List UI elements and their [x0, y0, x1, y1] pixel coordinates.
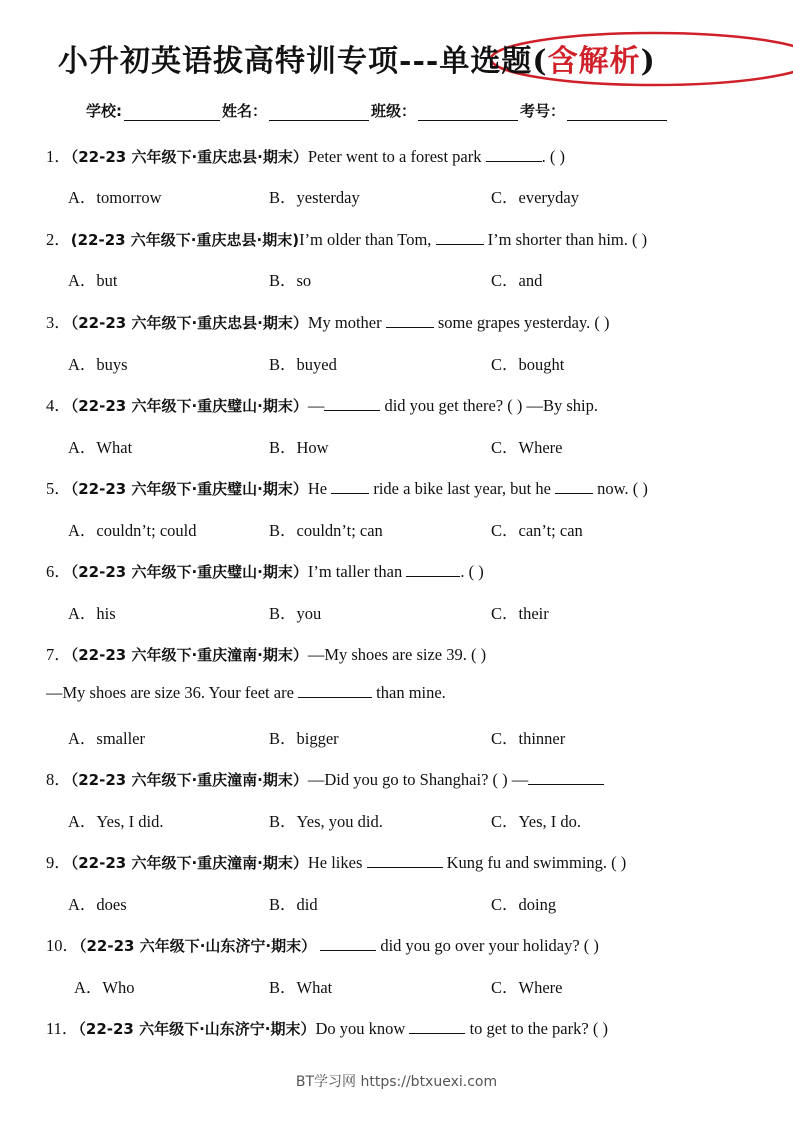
question-5 [46, 475, 648, 499]
answer-blank-1[interactable] [331, 479, 369, 494]
question-text-end: I’m shorter than him. ( ) [483, 230, 648, 249]
answer-blank[interactable] [298, 683, 372, 698]
question-text: I’m older than Tom, [299, 230, 436, 249]
question-source: （22-23 六年级下·重庆忠县·期末） [70, 314, 308, 332]
question-number: 6． [46, 562, 71, 581]
question-number: 5． [46, 479, 71, 498]
page-title [58, 34, 778, 90]
option-b[interactable]: B．you [269, 604, 322, 623]
option-b[interactable]: B．bigger [269, 729, 339, 748]
answer-blank[interactable] [436, 230, 484, 245]
question-number: 2． [46, 230, 71, 249]
exam-number-label: 考号： [520, 102, 566, 120]
option-b[interactable]: B．What [269, 978, 333, 997]
option-b[interactable]: B．couldn’t; can [269, 521, 383, 540]
question-number: 4． [46, 396, 71, 415]
question-number: 3． [46, 313, 71, 332]
question-6 [46, 558, 484, 582]
question-9 [46, 849, 626, 873]
option-b[interactable]: B．Yes, you did. [269, 812, 383, 831]
question-number: 1． [46, 147, 71, 166]
student-info-row [86, 100, 669, 121]
option-c[interactable]: C．Where [491, 438, 563, 457]
question-text-middle: ride a bike last year, but he [369, 479, 556, 498]
option-c[interactable]: C．doing [491, 895, 557, 914]
question-3 [46, 309, 610, 333]
question-source: （22-23 六年级下·重庆潼南·期末） [70, 646, 308, 664]
question-1 [46, 143, 565, 167]
title-red-label: 含解析 [547, 44, 641, 79]
name-blank[interactable] [269, 104, 369, 121]
option-a[interactable]: A．tomorrow [68, 188, 162, 207]
question-text-end: Kung fu and swimming. ( ) [442, 853, 627, 872]
class-blank[interactable] [418, 104, 518, 121]
question-text: —My shoes are size 39. ( ) [307, 645, 487, 664]
footer-watermark: BT学习网 https://btxuexi.com [295, 1074, 498, 1090]
question-source: （22-23 六年级下·重庆璧山·期末） [70, 397, 308, 415]
question-text-end: some grapes yesterday. ( ) [433, 313, 610, 332]
question-text-end: did you go over your holiday? ( ) [376, 936, 599, 955]
question-source: （22-23 六年级下·重庆璧山·期末） [70, 563, 308, 581]
question-source: （22-23 六年级下·重庆璧山·期末） [70, 480, 308, 498]
option-a[interactable]: A．couldn’t; could [68, 521, 197, 540]
question-number: 9． [46, 853, 71, 872]
question-text-end: did you get there? ( ) —By ship. [380, 396, 599, 415]
question-source: （22-23 六年级下·重庆忠县·期末） [70, 148, 308, 166]
question-text: — [307, 396, 325, 415]
question-2 [46, 226, 647, 250]
question-text-end: . ( ) [460, 562, 484, 581]
question-text: —My shoes are size 36. Your feet are [46, 683, 299, 702]
option-c[interactable]: C．their [491, 604, 549, 623]
question-text: He [307, 479, 332, 498]
question-source: (22-23 六年级下·重庆忠县·期末) [70, 231, 300, 249]
option-a[interactable]: A．does [68, 895, 127, 914]
question-11 [46, 1015, 608, 1039]
option-a[interactable]: A．smaller [68, 729, 145, 748]
question-source: （22-23 六年级下·山东济宁·期末） [79, 937, 317, 955]
class-label: 班级： [371, 102, 417, 120]
answer-blank[interactable] [367, 853, 443, 868]
answer-blank-2[interactable] [555, 479, 593, 494]
question-number: 11． [46, 1019, 79, 1038]
question-source: （22-23 六年级下·重庆潼南·期末） [70, 771, 308, 789]
option-a[interactable]: A．buys [68, 355, 128, 374]
option-c[interactable]: C．Yes, I do. [491, 812, 582, 831]
option-b[interactable]: B．did [269, 895, 318, 914]
option-b[interactable]: B．buyed [269, 355, 337, 374]
option-a[interactable]: A．Yes, I did. [68, 812, 164, 831]
option-c[interactable]: C．everyday [491, 188, 579, 207]
question-source: （22-23 六年级下·山东济宁·期末） [78, 1020, 316, 1038]
option-c[interactable]: C．and [491, 271, 543, 290]
question-7-continuation [46, 683, 446, 703]
option-b[interactable]: B．so [269, 271, 312, 290]
question-text-end: than mine. [372, 683, 446, 702]
option-c[interactable]: C．can’t; can [491, 521, 583, 540]
answer-blank[interactable] [528, 770, 604, 785]
answer-blank[interactable] [324, 396, 380, 411]
question-text: I’m taller than [307, 562, 407, 581]
name-label: 姓名： [222, 102, 268, 120]
question-text: Do you know [315, 1019, 410, 1038]
option-c[interactable]: C．bought [491, 355, 565, 374]
question-number: 10． [46, 936, 79, 955]
question-number: 8． [46, 770, 71, 789]
title-circled: 单选题( [439, 44, 548, 79]
question-4 [46, 392, 598, 416]
question-8 [46, 766, 604, 790]
question-text: —Did you go to Shanghai? ( ) — [307, 770, 529, 789]
question-text: Peter went to a forest park [307, 147, 486, 166]
question-number: 7． [46, 645, 71, 664]
title-close-paren: ) [640, 44, 656, 79]
title-main: 小升初英语拔高特训专项--- [58, 44, 440, 79]
question-7 [46, 641, 486, 665]
answer-blank[interactable] [409, 1019, 465, 1034]
question-source: （22-23 六年级下·重庆潼南·期末） [70, 854, 308, 872]
school-label: 学校: [86, 102, 122, 120]
exam-number-blank[interactable] [567, 104, 667, 121]
option-b[interactable]: B．How [269, 438, 329, 457]
option-c[interactable]: C．Where [491, 978, 563, 997]
answer-blank[interactable] [486, 147, 542, 162]
school-blank[interactable] [124, 104, 220, 121]
question-text-end: now. ( ) [593, 479, 648, 498]
answer-blank[interactable] [320, 936, 376, 951]
option-a[interactable]: A．Who [74, 978, 135, 997]
question-text: My mother [307, 313, 386, 332]
option-b[interactable]: B．yesterday [269, 188, 360, 207]
option-a[interactable]: A．What [68, 438, 133, 457]
question-10 [46, 932, 599, 956]
question-text-end: to get to the park? ( ) [465, 1019, 608, 1038]
answer-blank[interactable] [386, 313, 434, 328]
option-a[interactable]: A．but [68, 271, 118, 290]
option-c[interactable]: C．thinner [491, 729, 566, 748]
question-text: He likes [307, 853, 367, 872]
option-a[interactable]: A．his [68, 604, 116, 623]
question-text-end: . ( ) [541, 147, 565, 166]
answer-blank[interactable] [406, 562, 460, 577]
